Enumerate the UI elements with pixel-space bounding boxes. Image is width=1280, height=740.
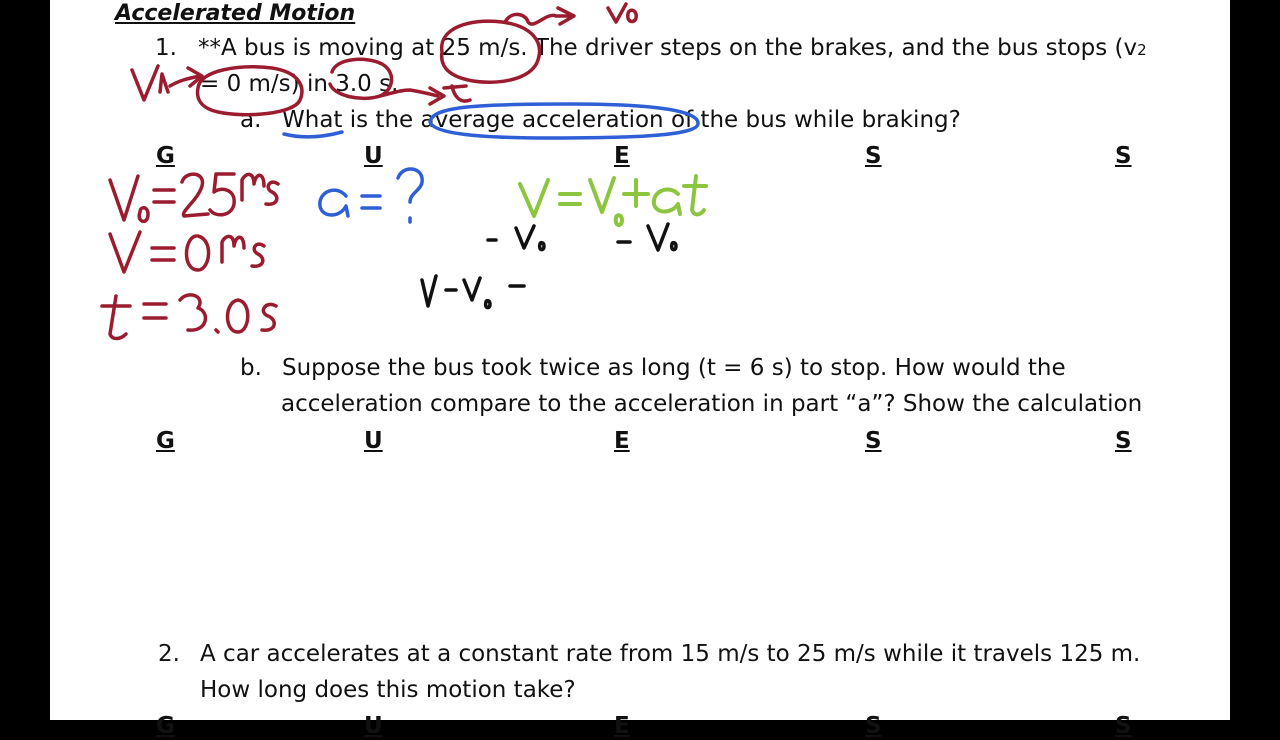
green-equation (520, 176, 706, 225)
red-annotation-initial-velocity (442, 4, 637, 82)
gues-given-2: G (156, 428, 175, 454)
gues-substitute-2: S (865, 428, 882, 454)
gues-substitute-3: S (865, 713, 882, 739)
problem-2-line-1: A car accelerates at a constant rate from 15 m/s to 25 m/s while it travels 125 m. (200, 641, 1141, 667)
part-a-letter: a. (240, 107, 262, 133)
gues-unknown-2: U (364, 428, 383, 454)
worksheet-title: Accelerated Motion (115, 1, 356, 26)
part-a-question: What is the average acceleration of the bus while braking? (282, 107, 961, 133)
problem-1-line-2: = 0 m/s) in 3.0 s. (200, 71, 399, 97)
problem-1-number: 1. (155, 35, 177, 61)
red-given-values (102, 174, 278, 339)
gues-unknown-3: U (364, 713, 383, 739)
part-b-line-2: acceleration compare to the acceleration in part “a”? Show the calculation (281, 391, 1143, 417)
gues-equation-3: E (614, 713, 630, 739)
part-b-letter: b. (240, 355, 262, 381)
problem-1-line-1-text: **A bus is moving at 25 m/s. The driver steps on the brakes, and the bus stops (v (198, 35, 1138, 61)
gues-given-3: G (156, 713, 175, 739)
black-working (422, 224, 676, 308)
problem-2-line-2: How long does this motion take? (200, 677, 576, 703)
gues-given-1: G (156, 143, 175, 169)
gues-substitute-1: S (865, 143, 882, 169)
part-b-line-1: Suppose the bus took twice as long (t = 6 s) to stop. How would the (282, 355, 1066, 381)
red-annotation-final-velocity (132, 66, 302, 115)
gues-unknown-1: U (364, 143, 383, 169)
handwritten-annotations (50, 0, 1230, 720)
gues-solve-2: S (1115, 428, 1132, 454)
gues-equation-2: E (614, 428, 630, 454)
red-annotation-time (330, 59, 470, 104)
problem-2-number: 2. (158, 641, 180, 667)
worksheet-page (50, 0, 1230, 739)
problem-1-subscript: 2 (1137, 41, 1147, 59)
gues-equation-1: E (614, 143, 630, 169)
gues-solve-1: S (1115, 143, 1132, 169)
gues-solve-3: S (1115, 713, 1132, 739)
